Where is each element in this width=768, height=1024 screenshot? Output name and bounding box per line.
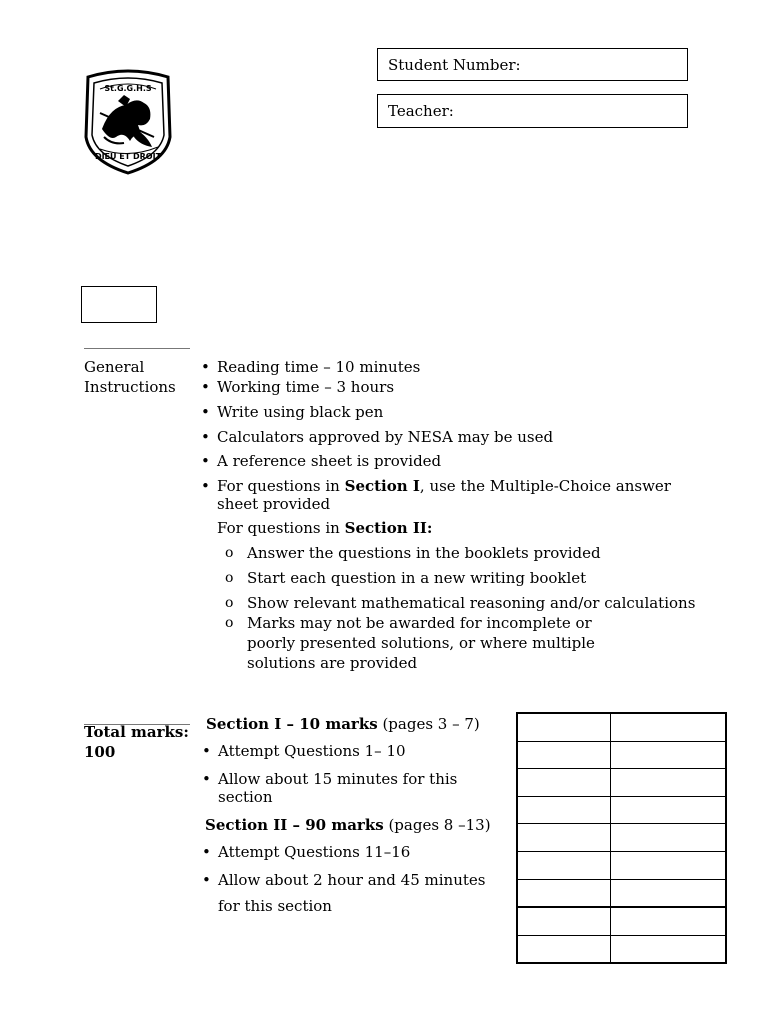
marks-row (517, 935, 726, 963)
marks-row (517, 796, 726, 824)
section1-title: Section I – 10 marks (pages 3 – 7) (206, 715, 480, 733)
general-instructions (201, 358, 711, 673)
marks-cell[interactable] (517, 879, 611, 907)
marks-cell[interactable] (517, 741, 611, 769)
teacher-field[interactable] (377, 94, 688, 128)
marks-cell[interactable] (611, 935, 727, 963)
school-crest-logo (80, 67, 176, 177)
divider-general (84, 348, 190, 349)
marks-cell[interactable] (611, 907, 727, 935)
marks-cell[interactable] (517, 713, 611, 741)
student-number-label: Student Number: (388, 56, 521, 74)
marks-row (517, 769, 726, 797)
marks-cell[interactable] (611, 796, 727, 824)
section2-continuation: for this section (218, 897, 332, 915)
marks-cell[interactable] (517, 824, 611, 852)
marks-cell[interactable] (517, 769, 611, 797)
instruction-item: • Write using black pen (201, 403, 711, 428)
marks-row (517, 879, 726, 907)
marks-cell[interactable] (517, 796, 611, 824)
total-marks-label: Total marks: 100 (84, 723, 189, 761)
instruction-item: • A reference sheet is provided (201, 452, 711, 477)
marks-row (517, 713, 726, 741)
marks-cell[interactable] (517, 851, 611, 879)
sub-instruction-item: o Answer the questions in the booklets provided (201, 543, 711, 568)
section2-block (205, 815, 505, 915)
marks-row (517, 907, 726, 935)
marks-cell[interactable] (611, 851, 727, 879)
blank-box[interactable] (81, 286, 157, 323)
general-instructions-label: General Instructions (84, 358, 176, 396)
sub-instruction-item: o Start each question in a new writing booklet (201, 568, 711, 593)
teacher-label: Teacher: (388, 102, 454, 120)
marks-cell[interactable] (517, 907, 611, 935)
marks-row (517, 741, 726, 769)
student-number-field[interactable] (377, 48, 688, 81)
section1-block (206, 714, 506, 806)
instruction-item: • Working time – 3 hours (201, 378, 711, 403)
marks-cell[interactable] (611, 824, 727, 852)
marks-cell[interactable] (611, 879, 727, 907)
instruction-item: • Calculators approved by NESA may be used (201, 428, 711, 452)
section2-title: Section II – 90 marks (pages 8 –13) (205, 816, 491, 834)
section1-item: • Allow about 15 minutes for this section (202, 770, 506, 806)
sub-instruction-item: o Marks may not be awarded for incomplete or poorly presented solutions, or where multiple solutions are provided (201, 613, 637, 673)
sub-instruction-item: o Show relevant mathematical reasoning and/or calculations (201, 593, 711, 613)
instruction-item-section1: • For questions in Section I, use the Multiple-Choice answer sheet provided (201, 477, 711, 519)
marks-cell[interactable] (611, 713, 727, 741)
marks-table (516, 712, 727, 964)
crest-top-text: St.G.G.H.S (104, 84, 152, 93)
crest-motto: DIEU ET DROIT (94, 152, 162, 161)
marks-row (517, 851, 726, 879)
section2-instruction: For questions in Section II: (217, 519, 433, 537)
marks-cell[interactable] (611, 741, 727, 769)
section2-item: • Attempt Questions 11–16 (202, 843, 505, 871)
section2-item: • Allow about 2 hour and 45 minutes (202, 871, 505, 897)
section1-item: • Attempt Questions 1– 10 (202, 742, 506, 770)
instruction-item: • Reading time – 10 minutes (201, 358, 711, 378)
marks-cell[interactable] (517, 935, 611, 963)
marks-cell[interactable] (611, 769, 727, 797)
marks-row (517, 824, 726, 852)
